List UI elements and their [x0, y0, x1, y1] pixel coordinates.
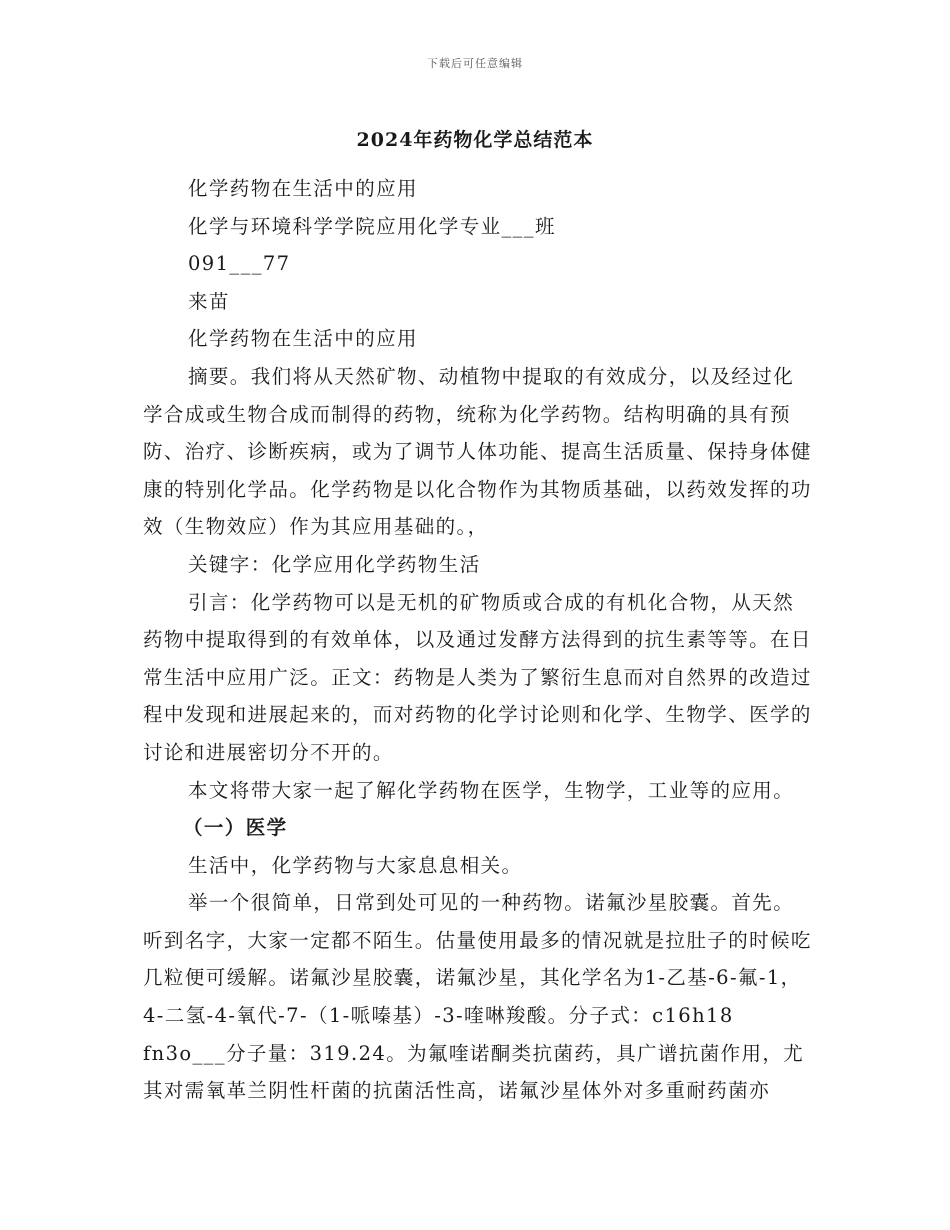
paragraph-section-intro: 生活中，化学药物与大家息息相关。 — [188, 853, 523, 877]
document-body — [143, 170, 813, 1110]
paragraph-affiliation: 化学与环境科学学院应用化学专业___班 — [188, 214, 556, 238]
paragraph-author: 来苗 — [188, 289, 230, 313]
page-header-note: 下载后可任意编辑 — [427, 57, 523, 70]
paragraph-keywords: 关键字：化学应用化学药物生活 — [188, 552, 481, 576]
paragraph-subject: 化学药物在生活中的应用 — [188, 177, 418, 200]
paragraph-norfloxacin: 举一个很简单，日常到处可见的一种药物。诺氟沙星胶囊。首先。听到名字，大家一定都不陌生。估量使用最多的情况就是拉肚子的时候吃几粒便可缓解。诺氟沙星胶囊，诺氟沙星，其化学名为1-乙基-6-氟-1，4-二氢-4-氧代-7-（1-哌嗪基）-3-喹啉羧酸。分子式：c16h18 fn3o___分子量：319.24。为氟喹诺酮类抗菌药，具广谱抗菌作用，尤其对需氧革兰阴性杆菌的抗菌活性高，诺氟沙星体外对多重耐药菌亦 — [143, 891, 812, 1103]
section-heading-medicine: （一）医学 — [183, 816, 288, 840]
paragraph-scope: 本文将带大家一起了解化学药物在医学，生物学，工业等的应用。 — [188, 778, 795, 802]
paragraph-student-id: 091___77 — [188, 252, 291, 276]
paragraph-introduction: 引言：化学药物可以是无机的矿物质或合成的有机化合物，从天然药物中提取得到的有效单体，以及通过发酵方法得到的抗生素等等。在日常生活中应用广泛。正文：药物是人类为了繁衍生息而对自然界的改造过程中发现和进展起来的，而对药物的化学讨论则和化学、生物学、医学的讨论和进展密切分不开的。 — [143, 590, 812, 764]
document-title: 2024年药物化学总结范本 — [356, 129, 594, 151]
paragraph-abstract: 摘要。我们将从天然矿物、动植物中提取的有效成分，以及经过化学合成或生物合成而制得的药物，统称为化学药物。结构明确的具有预防、治疗、诊断疾病，或为了调节人体功能、提高生活质量、保持身体健康的特别化学品。化学药物是以化合物作为其物质基础，以药效发挥的功效（生物效应）作为其应用基础的。， — [143, 364, 812, 539]
paragraph-subtitle: 化学药物在生活中的应用 — [188, 327, 418, 351]
